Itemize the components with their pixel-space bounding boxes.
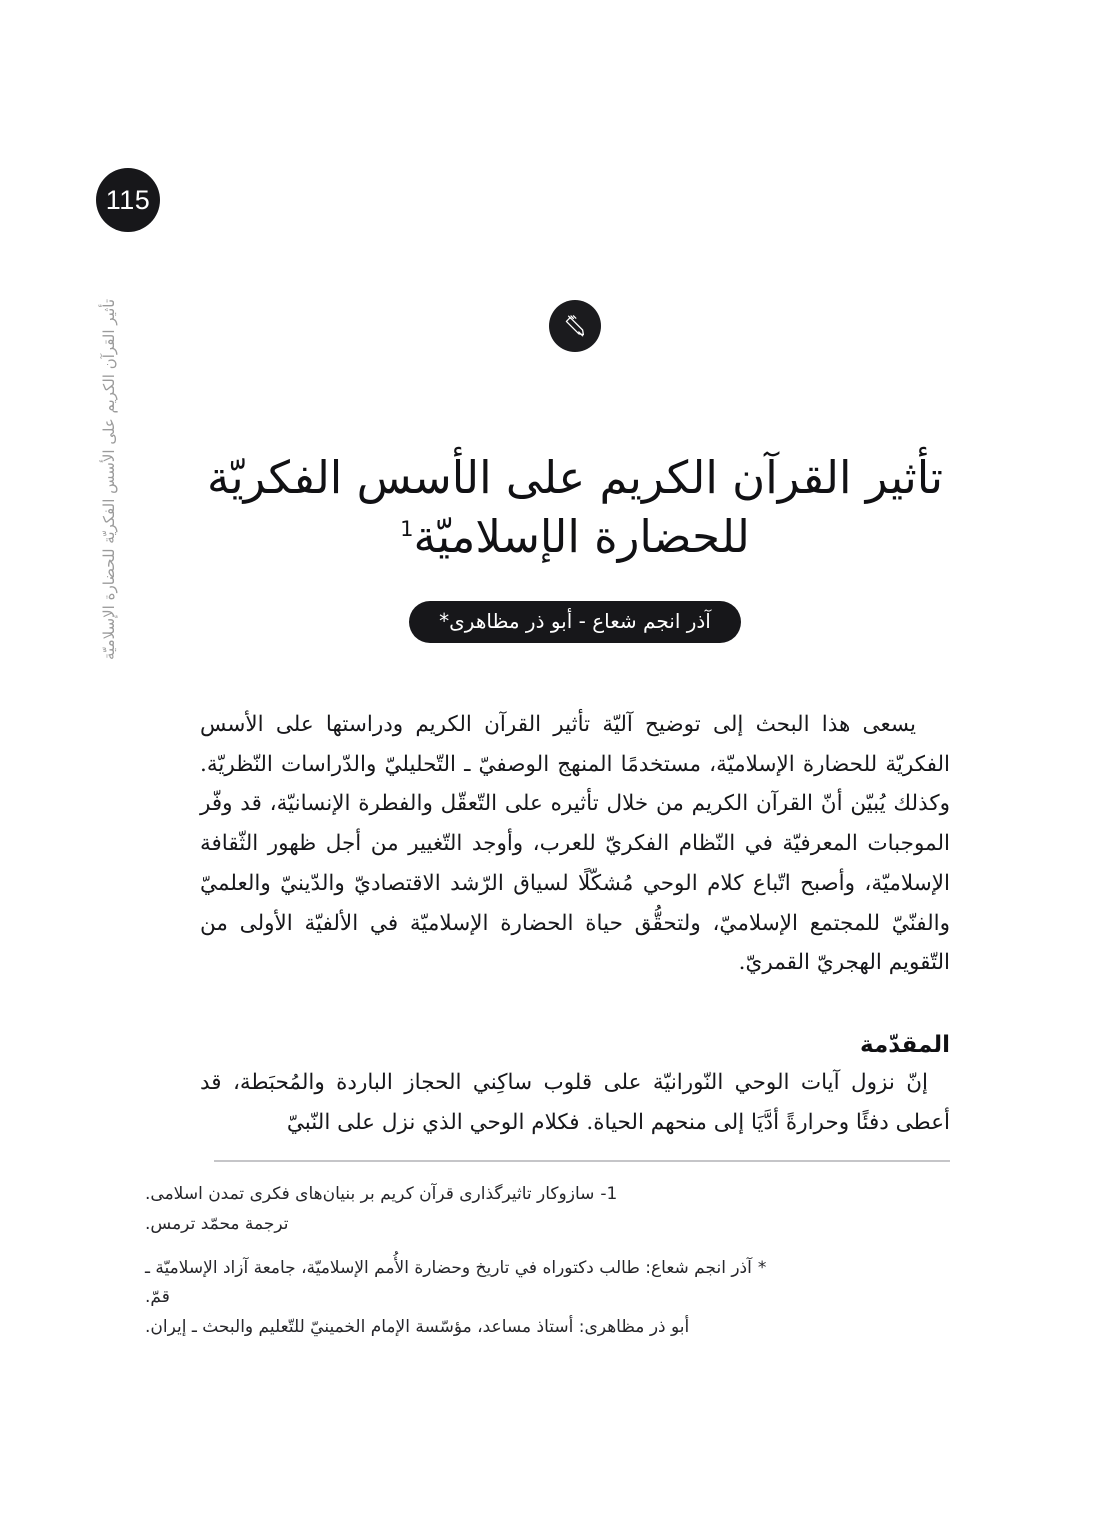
- footnote-separator: [214, 1160, 950, 1162]
- pencil-icon: [549, 300, 601, 352]
- article-content: [200, 300, 950, 1143]
- footnote-line: ترجمة محمّد ترمس.: [145, 1213, 289, 1234]
- page-title: [200, 448, 950, 567]
- footnote-text: آذر انجم شعاع: طالب دكتوراه في تاريخ وحضارة الأُمم الإسلاميّة، جامعة آزاد الإسلاميّة ـ: [145, 1257, 752, 1278]
- introduction-paragraph: إنّ نزول آيات الوحي النّورانيّة على قلوب ساكِني الحجاز الباردة والمُحبَطة، قد أعطى دفئًا وحرارةً أدَّيَا إلى منحهم الحياة. فكلام الوحي الذي نزل على النّبيّ: [200, 1070, 950, 1136]
- footnote-line: [145, 1180, 950, 1210]
- byline-container: [200, 601, 950, 643]
- footnote-line: [145, 1254, 950, 1284]
- section-heading-introduction: المقدّمة: [860, 1032, 950, 1059]
- footnote-line: أبو ذر مظاهری: أستاذ مساعد، مؤسّسة الإمام الخمينيّ للتّعليم والبحث ـ إيران.: [145, 1317, 690, 1337]
- footnote-text: سازوکار تاثیرگذاری قرآن کریم بر بنیان‌های فکری تمدن اسلامی.: [145, 1184, 595, 1204]
- footnote-marker: 1-: [600, 1184, 618, 1204]
- footnote-item: [145, 1254, 950, 1343]
- author-byline: آذر انجم شعاع - أبو ذر مظاهری*: [409, 601, 741, 643]
- footnote-line: قمّ.: [145, 1287, 170, 1308]
- article-title-text: تأثير القرآن الكريم على الأسس الفكريّة للحضارة الإسلاميّة: [207, 451, 943, 564]
- page-number-label: 115: [105, 184, 151, 215]
- abstract-paragraph: يسعى هذا البحث إلى توضيح آليّة تأثير القرآن الكريم ودراستها على الأسس الفكريّة للحضارة الإسلاميّة، مستخدمًا المنهج الوصفيّ ـ التّحليليّ والدّراسات النّظريّة. وكذلك يُبيّن أنّ القرآن الكريم من خلال تأثيره على التّعقّل والفطرة الإنسانيّة، قد وفّر الموجبات المعرفيّة في النّظام الفكريّ للعرب، وأوجد التّغيير من أجل ظهور الثّقافة الإسلاميّة، وأصبح اتّباع كلام الوحي مُشكّلًا لسياق الرّشد الاقتصاديّ والدّينيّ والعلميّ والفنّيّ للمجتمع الإسلاميّ، ولتحقُّق حياة الحضارة الإسلاميّة في الألفيّة الأولى من التّقويم الهجريّ القمريّ.: [200, 711, 950, 976]
- page-number-badge: [96, 168, 160, 232]
- title-footnote-marker: 1: [400, 517, 414, 542]
- footnotes-block: [145, 1160, 950, 1343]
- running-head-label: تأثير القرآن الكريم على الأسس الفكريّة للحضارة الإسلاميّة: [100, 298, 118, 660]
- running-head: [100, 240, 144, 660]
- footnote-item: [145, 1180, 950, 1240]
- footnote-marker: *: [757, 1257, 767, 1278]
